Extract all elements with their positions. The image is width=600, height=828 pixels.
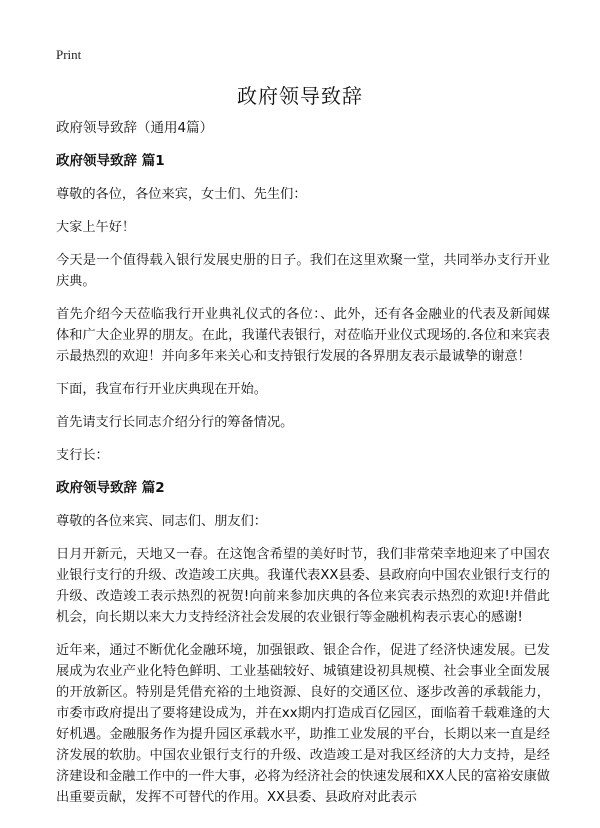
section-heading-1: 政府领导致辞 篇1	[56, 153, 165, 169]
paragraph: 下面，我宣布行开业庆典现在开始。	[56, 382, 267, 397]
section-heading-2: 政府领导致辞 篇2	[56, 480, 165, 496]
paragraph: 近年来，通过不断优化金融环境，加强银政、银企合作，促进了经济快速发展。已发展成为农业产业化特色鲜明、工业基础较好、城镇建设初具规模、社会事业全面发展的开放新区。特别是凭借充裕的土地资源、良好的交通区位、逐步改善的承载能力，市委市政府提出了要将建设成为，并在xx期内打造成百亿园区，面临着千载难逢的大好机遇。金融服务作为提升园区承载水平，助推工业发展的平台，长期以来一直是经济发展的软肋。中国农业银行支行的升级、改造竣工是对我区经济的大力支持，是经济建设和金融工作中的一件大事，必将为经济社会的快速发展和XX人民的富裕安康做出重要贡献，发挥不可替代的作用。XX县委、县政府对此表示	[56, 643, 550, 805]
document-body	[56, 118, 550, 820]
document-subtitle: 政府领导致辞（通用4篇）	[56, 120, 214, 136]
paragraph: 今天是一个值得载入银行发展史册的日子。我们在这里欢聚一堂，共同举办支行开业庆典。	[56, 253, 550, 289]
page-title: 政府领导致辞	[237, 84, 363, 108]
paragraph: 支行长：	[56, 448, 109, 463]
paragraph: 首先介绍今天莅临我行开业典礼仪式的各位：、此外，还有各金融业的代表及新闻媒体和广大企业界的朋友。在此，我谨代表银行，对莅临开业仪式现场的.各位和来宾表示最热烈的欢迎！并向多年来关心和支持银行发展的各界朋友表示最诚挚的谢意！	[56, 307, 550, 364]
paragraph: 尊敬的各位来宾、同志们、朋友们：	[56, 514, 267, 529]
paragraph: 尊敬的各位，各位来宾，女士们、先生们：	[56, 187, 307, 202]
paragraph: 首先请支行长同志介绍分行的筹备情况。	[56, 415, 294, 430]
paragraph: 日月开新元，天地又一春。在这饱含希望的美好时节，我们非常荣幸地迎来了中国农业银行支行的升级、改造竣工庆典。我谨代表XX县委、县政府向中国农业银行支行的升级、改造竣工表示热烈的祝贺!向前来参加庆典的各位来宾表示热烈的欢迎!并借此机会，向长期以来大力支持经济社会发展的农业银行等金融机构表示衷心的感谢!	[56, 547, 550, 625]
print-link[interactable]: Print	[56, 47, 82, 62]
paragraph: 大家上午好！	[56, 220, 136, 235]
